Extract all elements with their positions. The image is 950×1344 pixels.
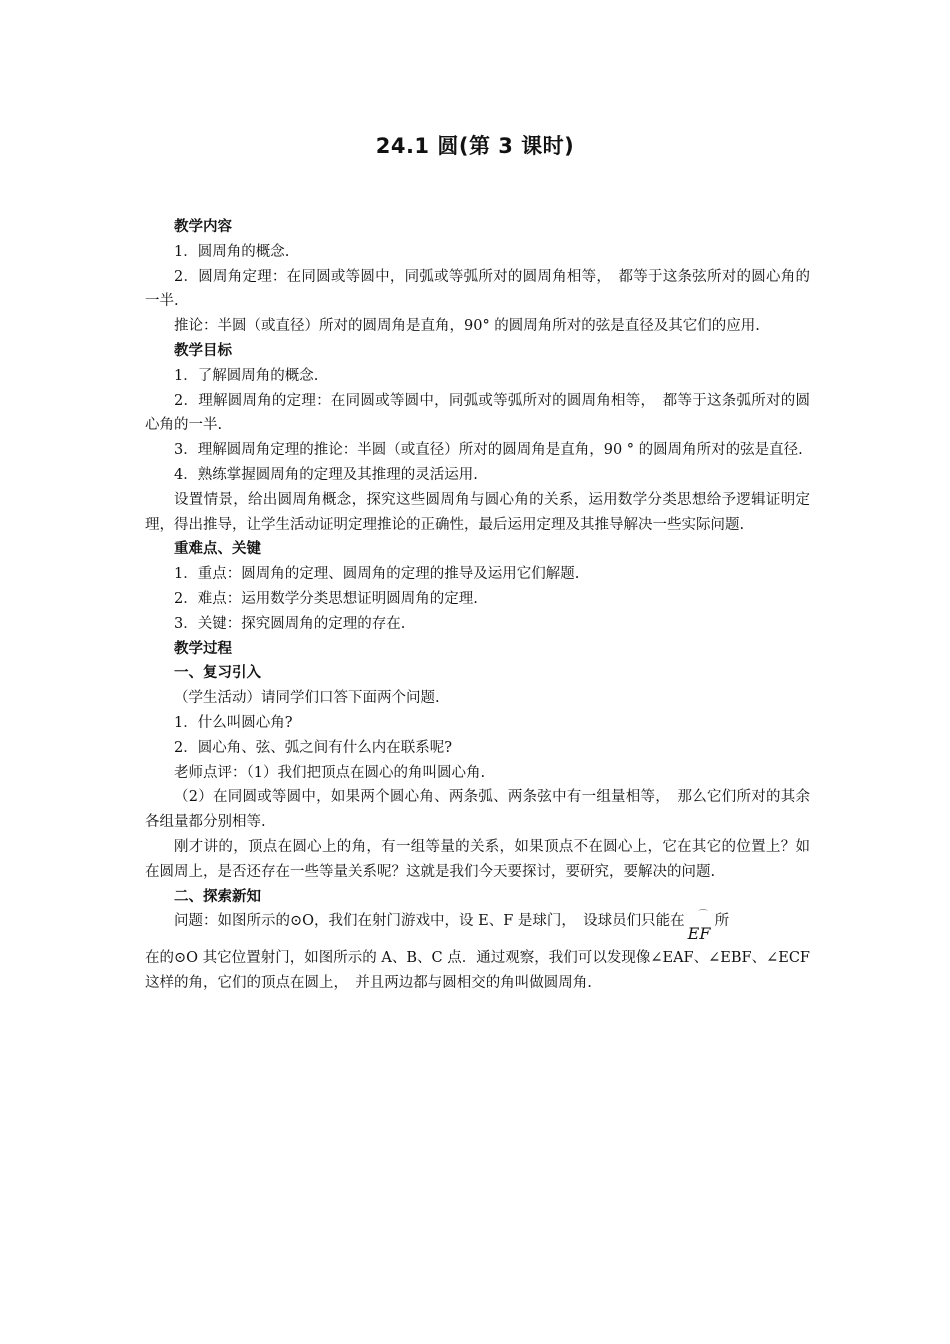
paragraph: 1．重点：圆周角的定理、圆周角的定理的推导及运用它们解题. [174,566,580,583]
paragraph: 1．了解圆周角的概念. [174,367,319,384]
paragraph: 推论：半圆（或直径）所对的圆周角是直角，90° 的圆周角所对的弦是直径及其它们的应用. [174,318,760,335]
paragraph: 设置情景，给出圆周角概念，探究这些圆周角与圆心角的关系，运用数学分类思想给予逻辑证明定理，得出推导，让学生活动证明定理推论的正确性，最后运用定理及其推导解决一些实际问题. [145,491,810,533]
paragraph: 1．什么叫圆心角? [174,714,293,731]
arc-icon: ⌒ [698,910,708,921]
paragraph: 2．难点：运用数学分类思想证明圆周角的定理. [174,590,478,607]
paragraph: 4．熟练掌握圆周角的定理及其推理的灵活运用. [174,466,478,483]
heading-goals: 教学目标 [174,342,232,359]
arc-ef-symbol [685,909,715,944]
paragraph: 刚才讲的，顶点在圆心上的角，有一组等量的关系，如果顶点不在圆心上，它在其它的位置上？如在圆周上，是否还存在一些等量关系呢？这就是我们今天要探讨，要研究，要解决的问题. [145,838,810,880]
paragraph: 2．理解圆周角的定理：在同圆或等圆中，同弧或等弧所对的圆周角相等， 都等于这条弧所对的圆心角的一半. [145,392,810,434]
heading-keys: 重难点、关键 [174,541,261,558]
paragraph: 老师点评：（1）我们把顶点在圆心的角叫圆心角. [174,764,486,781]
arc-label: EF [687,924,711,944]
paragraph [145,909,810,946]
paragraph: 1．圆周角的概念. [174,243,290,260]
paragraph: 2．圆周角定理：在同圆或等圆中，同弧或等弧所对的圆周角相等， 都等于这条弦所对的圆心角的一半. [145,268,810,310]
heading-review: 一、复习引入 [174,665,261,682]
heading-process: 教学过程 [174,640,232,657]
paragraph: 在的⊙O 其它位置射门，如图所示的 A、B、C 点．通过观察，我们可以发现像∠EAF、∠EBF、∠ECF 这样的角，它们的顶点在圆上， 并且两边都与圆相交的角叫做圆周角. [145,950,810,991]
paragraph: （学生活动）请同学们口答下面两个问题. [174,690,440,707]
paragraph: （2）在同圆或等圆中，如果两个圆心角、两条弧、两条弦中有一组量相等， 那么它们所对的其余各组量都分别相等. [145,789,810,831]
paragraph: 3．关键：探究圆周角的定理的存在. [174,615,406,632]
paragraph: 3．理解圆周角定理的推论：半圆（或直径）所对的圆周角是直角，90 ° 的圆周角所对的弦是直径. [174,442,803,459]
page-title: 24.1 圆(第 3 课时) [375,134,575,158]
explore-text-pre: 问题：如图所示的⊙O，我们在射门游戏中，设 E、F 是球门， 设球员们只能在 [174,913,685,930]
heading-content: 教学内容 [174,219,232,235]
document-body [145,215,810,996]
explore-text-post: 所 [714,913,730,930]
heading-explore: 二、探索新知 [174,888,261,905]
paragraph: 2．圆心角、弦、弧之间有什么内在联系呢? [174,739,452,756]
